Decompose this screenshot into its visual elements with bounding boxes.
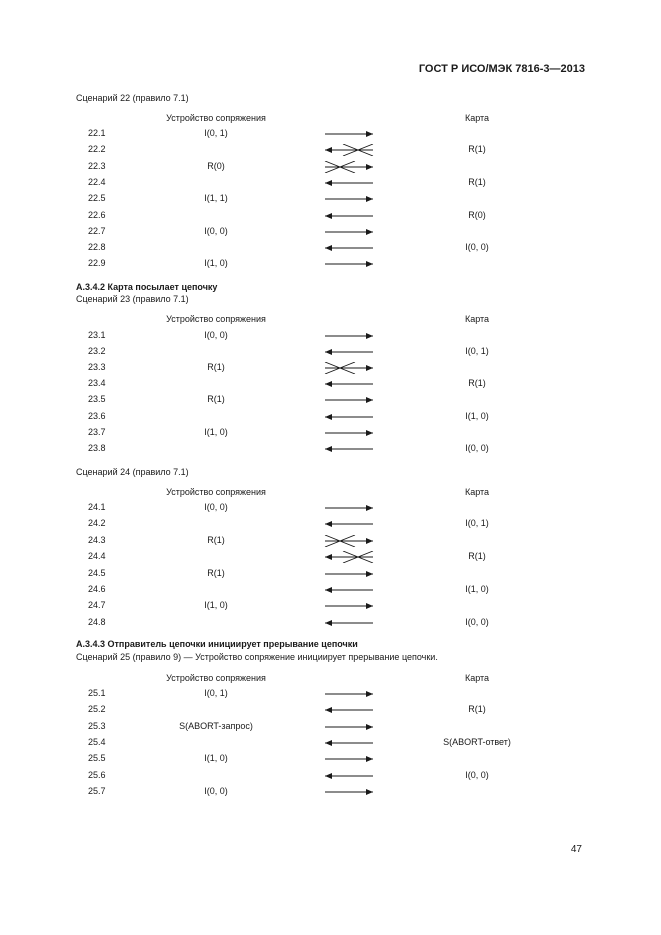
card-message: I(0, 0) xyxy=(465,616,489,627)
arrow-left-icon xyxy=(324,144,374,156)
device-message: I(1, 0) xyxy=(204,258,228,269)
step-number: 24.1 xyxy=(88,502,106,512)
step-number: 25.2 xyxy=(88,704,106,715)
arrow-left-icon xyxy=(324,551,374,563)
card-message: I(1, 0) xyxy=(465,410,489,421)
step-number: 22.3 xyxy=(88,160,106,171)
step-number: 24.6 xyxy=(88,584,106,594)
step-number: 24.2 xyxy=(88,518,106,529)
step-number: 25.6 xyxy=(88,769,106,780)
arrow-right-icon xyxy=(324,721,374,733)
step-number: 25.5 xyxy=(88,753,106,764)
step-number: 23.7 xyxy=(88,426,106,437)
arrow-head xyxy=(325,554,332,560)
page-number: 47 xyxy=(570,844,582,855)
card-message: I(0, 0) xyxy=(465,242,489,253)
step-number: 25.4 xyxy=(88,736,106,747)
arrow-right-icon xyxy=(324,786,374,798)
arrow-head xyxy=(325,381,332,387)
column-header-device: Устройство сопряжения xyxy=(166,314,266,324)
arrow-head xyxy=(366,430,373,436)
arrow-right-icon xyxy=(324,688,374,700)
device-message: I(1, 0) xyxy=(204,426,228,437)
arrow-left-icon xyxy=(324,411,374,423)
step-number: 24.7 xyxy=(88,600,106,611)
scenario-caption: Сценарий 22 (правило 7.1) xyxy=(76,93,189,103)
arrow-head xyxy=(325,707,332,713)
step-number: 23.4 xyxy=(88,378,106,389)
arrow-head xyxy=(325,521,332,527)
device-message: I(0, 1) xyxy=(204,688,228,698)
document-header: ГОСТ Р ИСО/МЭК 7816-3—2013 xyxy=(418,63,585,75)
arrow-left-icon xyxy=(324,242,374,254)
arrow-head xyxy=(366,603,373,609)
arrow-left-icon xyxy=(324,177,374,189)
device-message: I(1, 0) xyxy=(204,753,228,764)
arrow-right-icon xyxy=(324,330,374,342)
column-header-card: Карта xyxy=(464,113,490,123)
device-message: I(0, 0) xyxy=(204,502,228,512)
arrow-right-icon xyxy=(324,600,374,612)
step-number: 24.3 xyxy=(88,534,106,545)
arrow-head xyxy=(325,245,332,251)
arrow-left-icon xyxy=(324,210,374,222)
arrow-head xyxy=(366,261,373,267)
card-message: R(1) xyxy=(468,144,486,155)
step-number: 22.1 xyxy=(88,128,106,138)
device-message: I(0, 0) xyxy=(204,785,228,796)
device-message: I(0, 0) xyxy=(204,225,228,236)
step-number: 22.4 xyxy=(88,176,106,187)
device-message: R(1) xyxy=(207,362,225,373)
section-heading: А.3.4.2 Карта посылает цепочку xyxy=(76,282,218,292)
arrow-left-icon xyxy=(324,617,374,629)
arrow-head xyxy=(325,414,332,420)
arrow-head xyxy=(325,349,332,355)
step-number: 23.5 xyxy=(88,394,106,405)
arrow-right-icon xyxy=(324,128,374,140)
arrow-right-icon xyxy=(324,535,374,547)
section-heading: А.3.4.3 Отправитель цепочки инициирует прерывание цепочки xyxy=(76,639,358,649)
step-number: 23.1 xyxy=(88,330,106,340)
step-number: 22.5 xyxy=(88,193,106,204)
card-message: R(1) xyxy=(468,378,486,389)
arrow-head xyxy=(366,538,373,544)
step-number: 22.9 xyxy=(88,258,106,269)
arrow-head xyxy=(366,691,373,697)
step-number: 22.2 xyxy=(88,144,106,155)
scenario-caption: Сценарий 24 (правило 7.1) xyxy=(76,467,189,477)
arrow-left-icon xyxy=(324,584,374,596)
column-header-card: Карта xyxy=(464,314,490,324)
arrow-right-icon xyxy=(324,362,374,374)
step-number: 24.5 xyxy=(88,567,106,578)
device-message: I(1, 1) xyxy=(204,193,228,204)
arrow-right-icon xyxy=(324,502,374,514)
card-message: I(0, 0) xyxy=(465,769,489,780)
scenario-caption: Сценарий 25 (правило 9) — Устройство сопряжение инициирует прерывание цепочки. xyxy=(76,652,438,662)
device-message: R(1) xyxy=(207,567,225,578)
step-number: 25.1 xyxy=(88,688,106,698)
arrow-left-icon xyxy=(324,346,374,358)
arrow-head xyxy=(366,724,373,730)
card-message: I(1, 0) xyxy=(465,584,489,594)
step-number: 22.7 xyxy=(88,225,106,236)
arrow-head xyxy=(325,213,332,219)
arrow-left-icon xyxy=(324,518,374,530)
arrow-right-icon xyxy=(324,394,374,406)
step-number: 25.7 xyxy=(88,785,106,796)
card-message: I(0, 1) xyxy=(465,346,489,357)
device-message: R(1) xyxy=(207,534,225,545)
arrow-head xyxy=(325,147,332,153)
step-number: 23.3 xyxy=(88,362,106,373)
column-header-card: Карта xyxy=(464,673,490,683)
column-header-device: Устройство сопряжения xyxy=(166,113,266,123)
arrow-head xyxy=(325,446,332,452)
arrow-left-icon xyxy=(324,443,374,455)
step-number: 23.2 xyxy=(88,346,106,357)
card-message: I(0, 0) xyxy=(465,442,489,453)
device-message: I(0, 1) xyxy=(204,128,228,138)
arrow-head xyxy=(366,333,373,339)
card-message: R(1) xyxy=(468,704,486,715)
device-message: I(1, 0) xyxy=(204,600,228,611)
device-message: R(0) xyxy=(207,160,225,171)
arrow-head xyxy=(366,229,373,235)
device-message: I(0, 0) xyxy=(204,330,228,340)
arrow-head xyxy=(366,196,373,202)
arrow-right-icon xyxy=(324,161,374,173)
arrow-head xyxy=(325,587,332,593)
arrow-head xyxy=(366,164,373,170)
arrow-left-icon xyxy=(324,737,374,749)
column-header-device: Устройство сопряжения xyxy=(166,673,266,683)
column-header-device: Устройство сопряжения xyxy=(166,487,266,497)
card-message: I(0, 1) xyxy=(465,518,489,529)
column-header-card: Карта xyxy=(464,487,490,497)
card-message: R(1) xyxy=(468,551,486,562)
card-message: R(1) xyxy=(468,176,486,187)
scenario-caption: Сценарий 23 (правило 7.1) xyxy=(76,294,189,304)
step-number: 22.8 xyxy=(88,242,106,253)
arrow-head xyxy=(366,756,373,762)
arrow-head xyxy=(366,365,373,371)
arrow-left-icon xyxy=(324,704,374,716)
arrow-right-icon xyxy=(324,193,374,205)
step-number: 24.4 xyxy=(88,551,106,562)
card-message: S(ABORT-ответ) xyxy=(443,736,511,747)
device-message: S(ABORT-запрос) xyxy=(179,720,253,731)
step-number: 23.6 xyxy=(88,410,106,421)
arrow-head xyxy=(366,571,373,577)
arrow-head xyxy=(366,505,373,511)
arrow-head xyxy=(366,397,373,403)
arrow-head xyxy=(325,180,332,186)
step-number: 23.8 xyxy=(88,442,106,453)
arrow-right-icon xyxy=(324,568,374,580)
arrow-head xyxy=(366,131,373,137)
device-message: R(1) xyxy=(207,394,225,405)
arrow-left-icon xyxy=(324,378,374,390)
arrow-head xyxy=(325,773,332,779)
card-message: R(0) xyxy=(468,209,486,220)
step-number: 22.6 xyxy=(88,209,106,220)
arrow-right-icon xyxy=(324,427,374,439)
arrow-head xyxy=(325,620,332,626)
step-number: 24.8 xyxy=(88,616,106,627)
arrow-right-icon xyxy=(324,753,374,765)
arrow-head xyxy=(366,789,373,795)
arrow-right-icon xyxy=(324,226,374,238)
arrow-left-icon xyxy=(324,770,374,782)
arrow-right-icon xyxy=(324,258,374,270)
step-number: 25.3 xyxy=(88,720,106,731)
arrow-head xyxy=(325,740,332,746)
